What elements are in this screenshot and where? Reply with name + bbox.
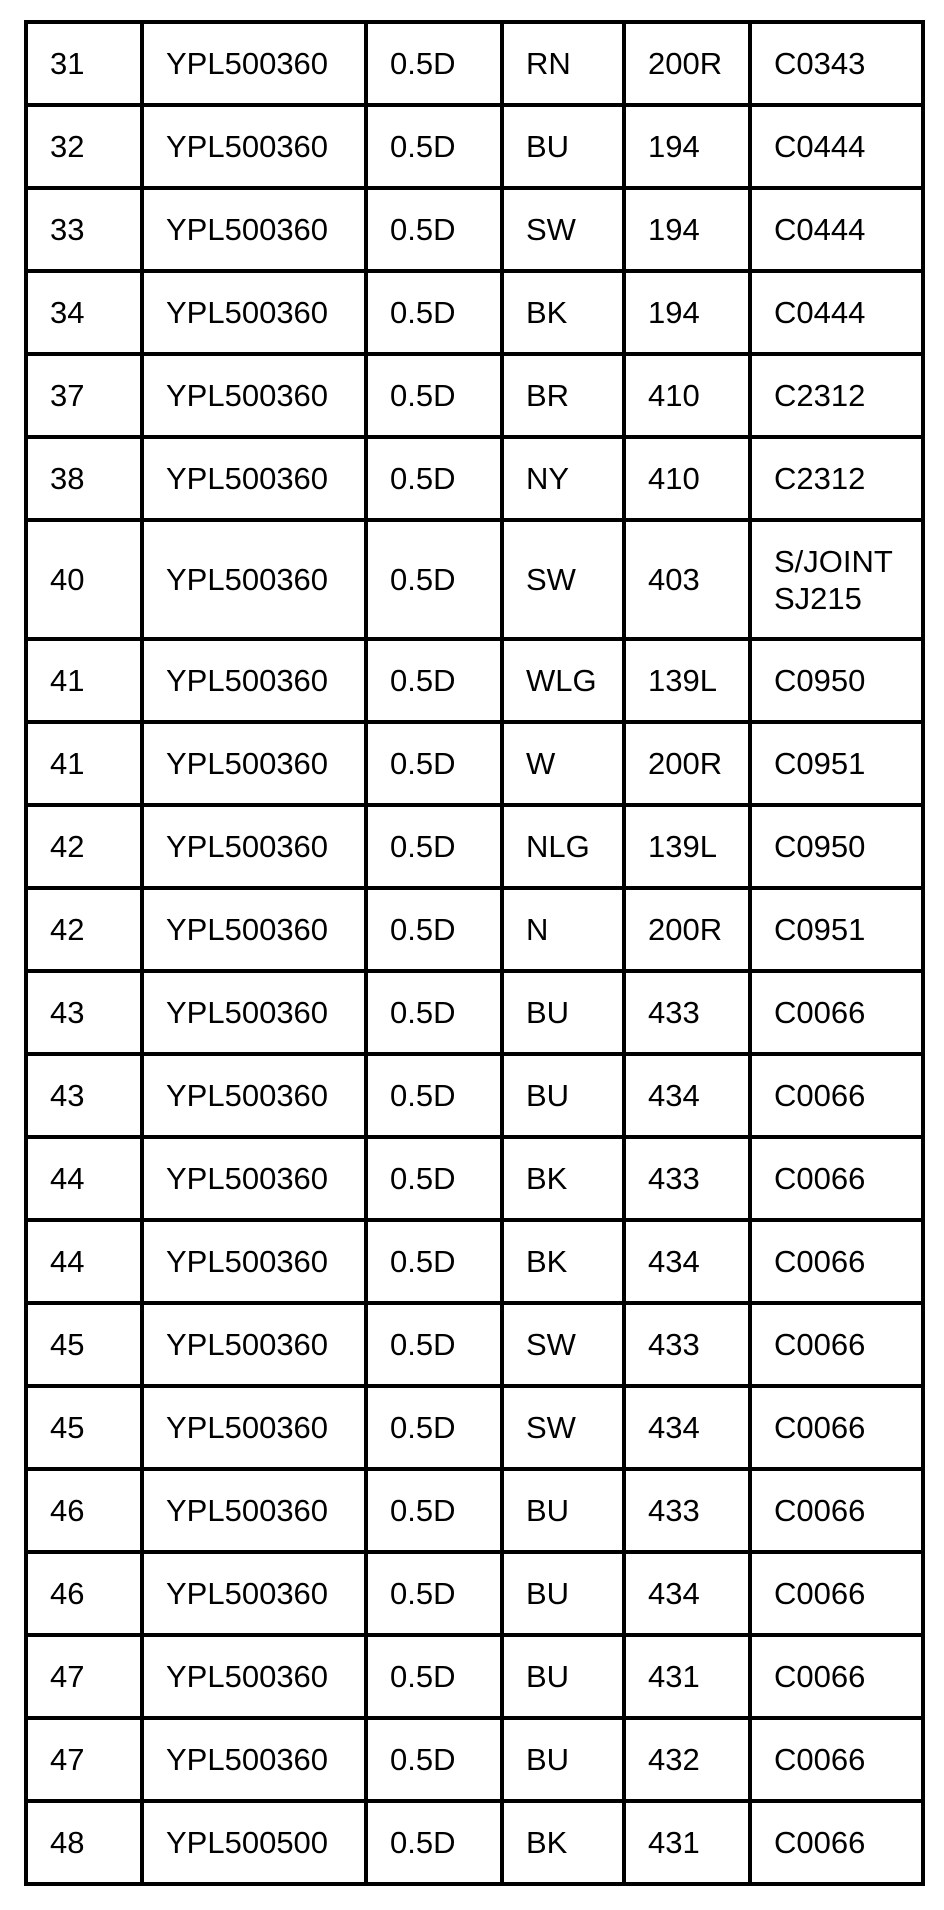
part-number-cell: YPL500360 bbox=[142, 1303, 366, 1386]
part-number-cell: YPL500360 bbox=[142, 520, 366, 639]
part-number-cell: YPL500360 bbox=[142, 722, 366, 805]
color-cell: SW bbox=[502, 520, 624, 639]
size-cell: 0.5D bbox=[366, 1469, 502, 1552]
table-row bbox=[26, 639, 923, 722]
connector-cell: C0444 bbox=[750, 188, 923, 271]
size-cell: 0.5D bbox=[366, 888, 502, 971]
connector-cell: C0444 bbox=[750, 105, 923, 188]
color-cell: WLG bbox=[502, 639, 624, 722]
location-cell: 434 bbox=[624, 1552, 750, 1635]
table-row bbox=[26, 1718, 923, 1801]
size-cell: 0.5D bbox=[366, 188, 502, 271]
size-cell: 0.5D bbox=[366, 1137, 502, 1220]
color-cell: W bbox=[502, 722, 624, 805]
location-cell: 410 bbox=[624, 437, 750, 520]
connector-cell: C2312 bbox=[750, 354, 923, 437]
connector-cell: C0066 bbox=[750, 1386, 923, 1469]
size-cell: 0.5D bbox=[366, 1801, 502, 1884]
location-cell: 434 bbox=[624, 1220, 750, 1303]
location-cell: 194 bbox=[624, 271, 750, 354]
color-cell: NY bbox=[502, 437, 624, 520]
table-body bbox=[26, 22, 923, 1884]
item-number-cell: 32 bbox=[26, 105, 142, 188]
table-row bbox=[26, 105, 923, 188]
connector-cell: C0343 bbox=[750, 22, 923, 105]
table-row bbox=[26, 1220, 923, 1303]
size-cell: 0.5D bbox=[366, 105, 502, 188]
item-number-cell: 46 bbox=[26, 1552, 142, 1635]
part-number-cell: YPL500360 bbox=[142, 1054, 366, 1137]
connector-cell: C0066 bbox=[750, 971, 923, 1054]
connector-cell: C0951 bbox=[750, 888, 923, 971]
item-number-cell: 46 bbox=[26, 1469, 142, 1552]
size-cell: 0.5D bbox=[366, 1303, 502, 1386]
color-cell: BU bbox=[502, 1552, 624, 1635]
location-cell: 410 bbox=[624, 354, 750, 437]
item-number-cell: 42 bbox=[26, 888, 142, 971]
location-cell: 433 bbox=[624, 1303, 750, 1386]
color-cell: SW bbox=[502, 188, 624, 271]
color-cell: BU bbox=[502, 971, 624, 1054]
connector-cell: C0066 bbox=[750, 1469, 923, 1552]
table-row bbox=[26, 1054, 923, 1137]
connector-cell: C0951 bbox=[750, 722, 923, 805]
location-cell: 434 bbox=[624, 1386, 750, 1469]
table-row bbox=[26, 722, 923, 805]
item-number-cell: 48 bbox=[26, 1801, 142, 1884]
location-cell: 200R bbox=[624, 22, 750, 105]
table-row bbox=[26, 188, 923, 271]
size-cell: 0.5D bbox=[366, 1054, 502, 1137]
item-number-cell: 34 bbox=[26, 271, 142, 354]
size-cell: 0.5D bbox=[366, 805, 502, 888]
item-number-cell: 41 bbox=[26, 722, 142, 805]
color-cell: N bbox=[502, 888, 624, 971]
part-number-cell: YPL500360 bbox=[142, 1469, 366, 1552]
connector-cell: C2312 bbox=[750, 437, 923, 520]
part-number-cell: YPL500500 bbox=[142, 1801, 366, 1884]
location-cell: 431 bbox=[624, 1635, 750, 1718]
size-cell: 0.5D bbox=[366, 1552, 502, 1635]
size-cell: 0.5D bbox=[366, 1718, 502, 1801]
table-row bbox=[26, 888, 923, 971]
connector-cell: C0444 bbox=[750, 271, 923, 354]
location-cell: 432 bbox=[624, 1718, 750, 1801]
connector-cell: C0950 bbox=[750, 639, 923, 722]
item-number-cell: 45 bbox=[26, 1303, 142, 1386]
size-cell: 0.5D bbox=[366, 437, 502, 520]
location-cell: 194 bbox=[624, 188, 750, 271]
color-cell: SW bbox=[502, 1303, 624, 1386]
size-cell: 0.5D bbox=[366, 22, 502, 105]
size-cell: 0.5D bbox=[366, 520, 502, 639]
size-cell: 0.5D bbox=[366, 722, 502, 805]
table-row bbox=[26, 22, 923, 105]
location-cell: 194 bbox=[624, 105, 750, 188]
table-row bbox=[26, 1552, 923, 1635]
item-number-cell: 31 bbox=[26, 22, 142, 105]
color-cell: BU bbox=[502, 1718, 624, 1801]
color-cell: BU bbox=[502, 105, 624, 188]
location-cell: 433 bbox=[624, 1469, 750, 1552]
table-row bbox=[26, 1469, 923, 1552]
part-number-cell: YPL500360 bbox=[142, 22, 366, 105]
location-cell: 433 bbox=[624, 1137, 750, 1220]
part-number-cell: YPL500360 bbox=[142, 639, 366, 722]
table-row bbox=[26, 520, 923, 639]
part-number-cell: YPL500360 bbox=[142, 1137, 366, 1220]
connector-cell: C0066 bbox=[750, 1552, 923, 1635]
color-cell: BK bbox=[502, 1220, 624, 1303]
table-row bbox=[26, 354, 923, 437]
part-number-cell: YPL500360 bbox=[142, 1718, 366, 1801]
size-cell: 0.5D bbox=[366, 971, 502, 1054]
location-cell: 200R bbox=[624, 722, 750, 805]
item-number-cell: 43 bbox=[26, 971, 142, 1054]
location-cell: 139L bbox=[624, 805, 750, 888]
item-number-cell: 41 bbox=[26, 639, 142, 722]
table-row bbox=[26, 971, 923, 1054]
table-row bbox=[26, 437, 923, 520]
location-cell: 139L bbox=[624, 639, 750, 722]
connector-cell: C0950 bbox=[750, 805, 923, 888]
part-number-cell: YPL500360 bbox=[142, 805, 366, 888]
table-row bbox=[26, 1303, 923, 1386]
table-row bbox=[26, 1635, 923, 1718]
part-number-cell: YPL500360 bbox=[142, 188, 366, 271]
part-number-cell: YPL500360 bbox=[142, 271, 366, 354]
location-cell: 434 bbox=[624, 1054, 750, 1137]
table-row bbox=[26, 1137, 923, 1220]
item-number-cell: 47 bbox=[26, 1718, 142, 1801]
color-cell: NLG bbox=[502, 805, 624, 888]
color-cell: BR bbox=[502, 354, 624, 437]
location-cell: 403 bbox=[624, 520, 750, 639]
item-number-cell: 33 bbox=[26, 188, 142, 271]
size-cell: 0.5D bbox=[366, 271, 502, 354]
location-cell: 200R bbox=[624, 888, 750, 971]
connector-cell: C0066 bbox=[750, 1801, 923, 1884]
size-cell: 0.5D bbox=[366, 1386, 502, 1469]
item-number-cell: 38 bbox=[26, 437, 142, 520]
connector-cell: C0066 bbox=[750, 1303, 923, 1386]
color-cell: RN bbox=[502, 22, 624, 105]
table-row bbox=[26, 271, 923, 354]
part-number-cell: YPL500360 bbox=[142, 354, 366, 437]
item-number-cell: 45 bbox=[26, 1386, 142, 1469]
part-number-cell: YPL500360 bbox=[142, 105, 366, 188]
color-cell: BU bbox=[502, 1635, 624, 1718]
table-row bbox=[26, 1801, 923, 1884]
part-number-cell: YPL500360 bbox=[142, 888, 366, 971]
item-number-cell: 42 bbox=[26, 805, 142, 888]
item-number-cell: 43 bbox=[26, 1054, 142, 1137]
wire-data-table bbox=[24, 20, 925, 1886]
connector-cell: S/JOINT SJ215 bbox=[750, 520, 923, 639]
connector-cell: C0066 bbox=[750, 1054, 923, 1137]
connector-cell: C0066 bbox=[750, 1635, 923, 1718]
connector-cell: C0066 bbox=[750, 1137, 923, 1220]
item-number-cell: 47 bbox=[26, 1635, 142, 1718]
color-cell: BU bbox=[502, 1469, 624, 1552]
item-number-cell: 44 bbox=[26, 1220, 142, 1303]
connector-cell: C0066 bbox=[750, 1718, 923, 1801]
connector-cell: C0066 bbox=[750, 1220, 923, 1303]
color-cell: BK bbox=[502, 1137, 624, 1220]
size-cell: 0.5D bbox=[366, 1635, 502, 1718]
part-number-cell: YPL500360 bbox=[142, 437, 366, 520]
part-number-cell: YPL500360 bbox=[142, 1635, 366, 1718]
location-cell: 431 bbox=[624, 1801, 750, 1884]
location-cell: 433 bbox=[624, 971, 750, 1054]
part-number-cell: YPL500360 bbox=[142, 1552, 366, 1635]
item-number-cell: 37 bbox=[26, 354, 142, 437]
color-cell: SW bbox=[502, 1386, 624, 1469]
item-number-cell: 44 bbox=[26, 1137, 142, 1220]
color-cell: BK bbox=[502, 1801, 624, 1884]
size-cell: 0.5D bbox=[366, 639, 502, 722]
size-cell: 0.5D bbox=[366, 1220, 502, 1303]
part-number-cell: YPL500360 bbox=[142, 971, 366, 1054]
table-row bbox=[26, 805, 923, 888]
color-cell: BK bbox=[502, 271, 624, 354]
size-cell: 0.5D bbox=[366, 354, 502, 437]
item-number-cell: 40 bbox=[26, 520, 142, 639]
part-number-cell: YPL500360 bbox=[142, 1386, 366, 1469]
color-cell: BU bbox=[502, 1054, 624, 1137]
part-number-cell: YPL500360 bbox=[142, 1220, 366, 1303]
table-row bbox=[26, 1386, 923, 1469]
